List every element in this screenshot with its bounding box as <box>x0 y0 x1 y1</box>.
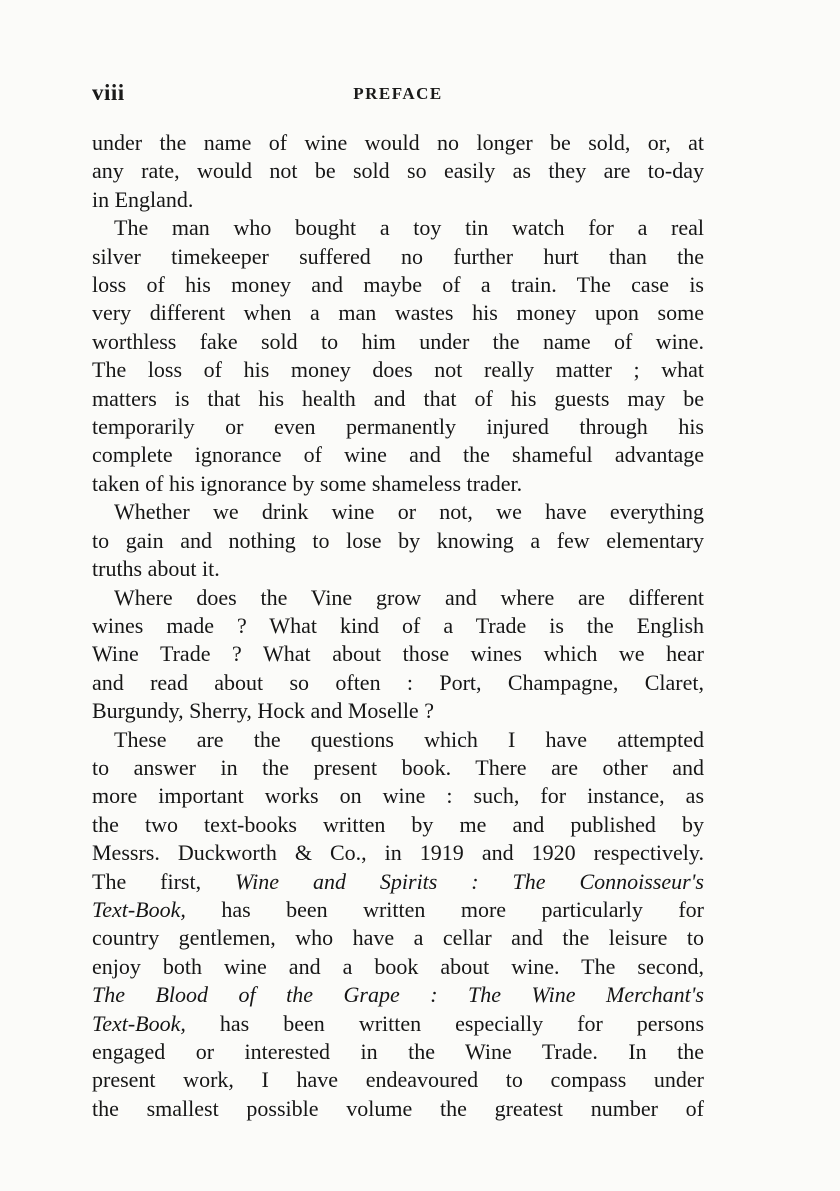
text-line: Whether we drink wine or not, we have everything <box>114 499 704 525</box>
text-line: the smallest possible volume the greatest number of <box>92 1095 704 1121</box>
text-line: matters is that his health and that of his guests may be <box>92 385 704 411</box>
book-title-italic: Text-Book, <box>92 1010 186 1036</box>
paragraph <box>92 214 704 498</box>
text-line: worthless fake sold to him under the name of wine. <box>92 328 704 354</box>
paragraph <box>92 726 704 1124</box>
text-span: has been written especially for persons <box>219 1010 704 1036</box>
text-line: taken of his ignorance by some shameless trader. <box>92 470 523 496</box>
text-line: enjoy both wine and a book about wine. The second, <box>92 953 704 979</box>
book-title-italic: The Blood of the Grape : The Wine Merchant's <box>92 982 704 1008</box>
book-title-italic: Wine and Spirits : The Connoisseur's <box>235 868 704 894</box>
page-number: viii <box>92 80 125 105</box>
text-line: to answer in the present book. There are other and <box>92 754 704 780</box>
body-text <box>92 129 704 1123</box>
text-line: temporarily or even permanently injured through his <box>92 414 704 440</box>
text-line: country gentlemen, who have a cellar and the leisure to <box>92 925 704 951</box>
text-line: any rate, would not be sold so easily as they are to-day <box>92 158 704 184</box>
text-line <box>92 896 704 924</box>
text-line: under the name of wine would no longer be sold, or, at <box>92 130 704 155</box>
text-line: loss of his money and maybe of a train. The case is <box>92 272 704 298</box>
text-line: Messrs. Duckworth & Co., in 1919 and 1920 respectively. <box>92 840 704 866</box>
text-line: very different when a man wastes his money upon some <box>92 300 704 326</box>
paragraph <box>92 584 704 726</box>
text-span: The first, <box>92 868 202 894</box>
paragraph <box>92 129 704 214</box>
book-title-italic: Text-Book, <box>92 896 186 922</box>
text-line: Where does the Vine grow and where are different <box>114 584 704 610</box>
text-line: silver timekeeper suffered no further hurt than the <box>92 243 704 269</box>
text-line: complete ignorance of wine and the shameful advantage <box>92 442 704 468</box>
running-head <box>92 80 704 110</box>
text-line: The man who bought a toy tin watch for a real <box>114 215 704 241</box>
text-line: The loss of his money does not really matter ; what <box>92 357 704 383</box>
text-line: in England. <box>92 186 194 212</box>
text-line: more important works on wine : such, for instance, as <box>92 783 704 809</box>
text-line: wines made ? What kind of a Trade is the English <box>92 612 704 638</box>
text-line: engaged or interested in the Wine Trade. In the <box>92 1039 704 1064</box>
text-span: has been written more particularly for <box>221 896 704 922</box>
text-line: Wine Trade ? What about those wines which we hear <box>92 641 704 667</box>
running-title: PREFACE <box>353 84 443 103</box>
text-line: Burgundy, Sherry, Hock and Moselle ? <box>92 698 434 724</box>
text-line: the two text-books written by me and published by <box>92 811 704 837</box>
paragraph <box>92 498 704 583</box>
text-line <box>92 868 704 896</box>
text-line: present work, I have endeavoured to compass under <box>92 1067 704 1093</box>
text-line: These are the questions which I have attempted <box>114 726 704 752</box>
text-line: truths about it. <box>92 556 220 582</box>
text-line <box>92 1010 704 1038</box>
text-line: and read about so often : Port, Champagne, Claret, <box>92 669 704 695</box>
text-line: to gain and nothing to lose by knowing a few elementary <box>92 527 704 553</box>
